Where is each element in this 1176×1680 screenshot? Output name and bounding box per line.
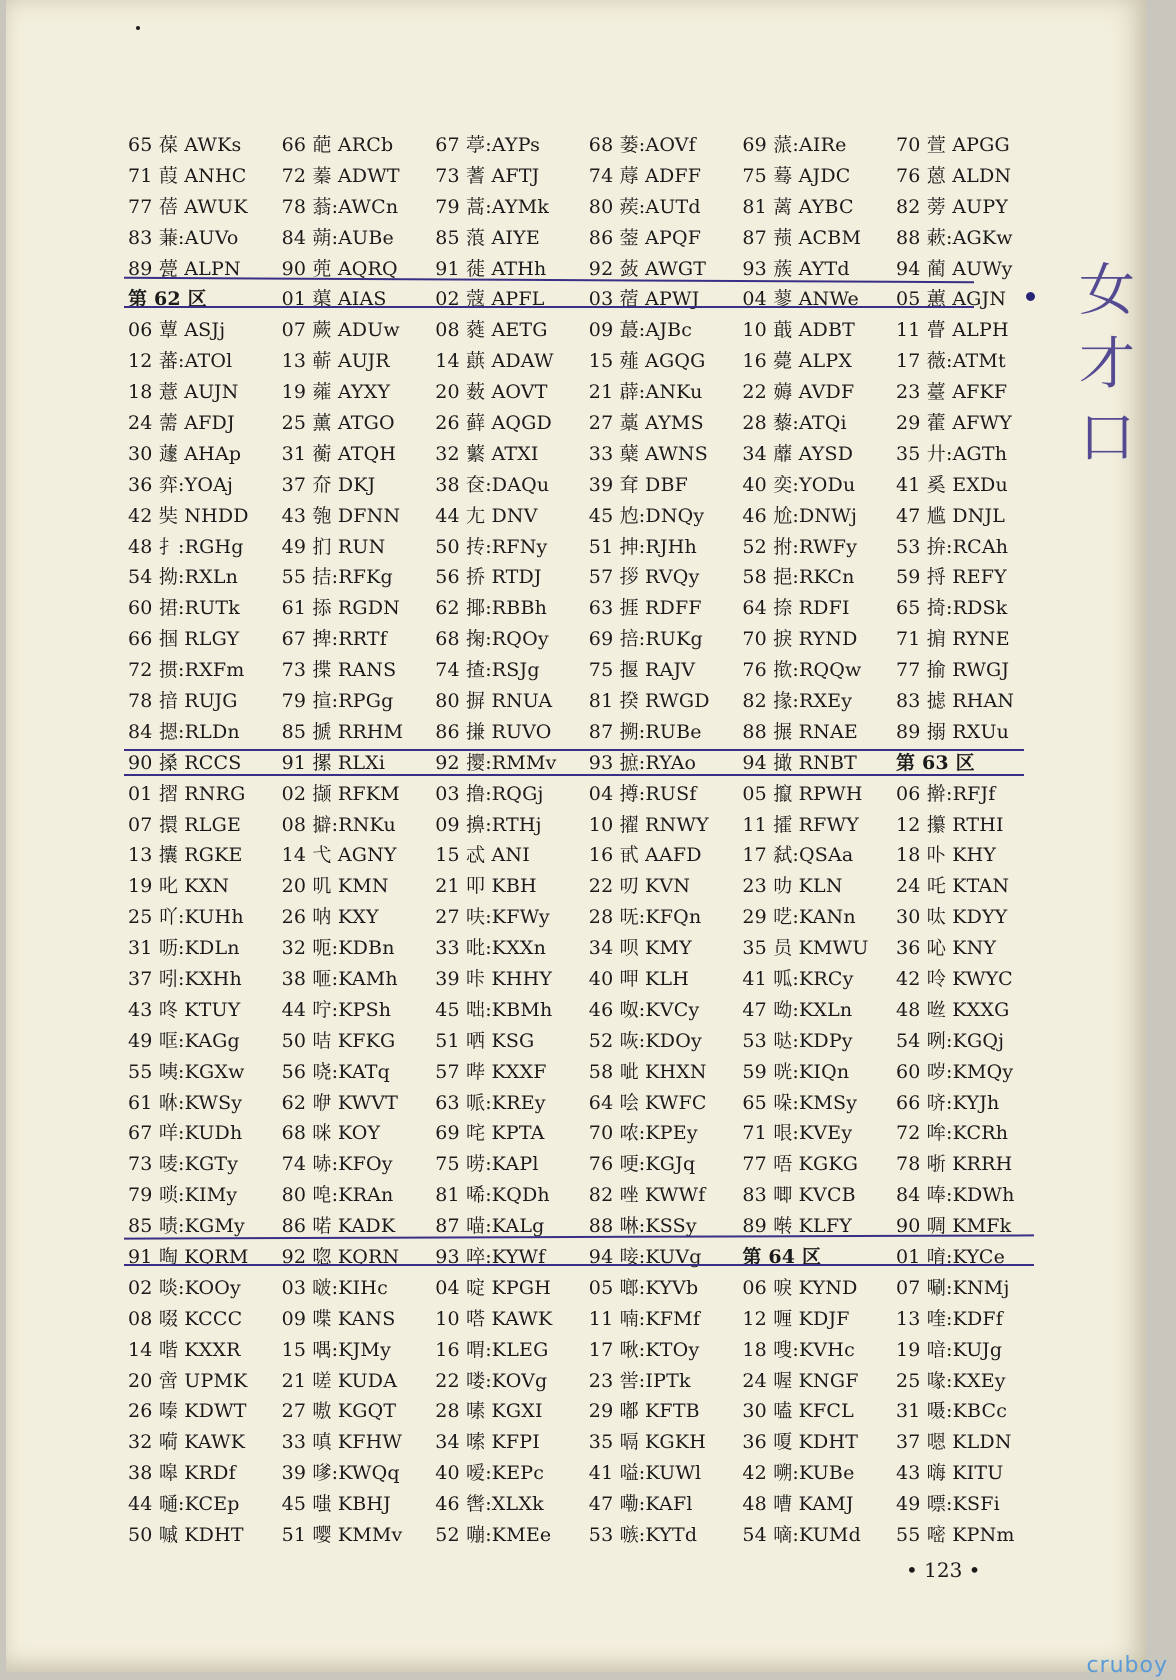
code-entry: 13 喹:KDFf xyxy=(895,1307,1004,1330)
code-entry: 36 吣 KNY xyxy=(895,937,997,960)
code-entry: 60 哕:KMQy xyxy=(895,1060,1014,1083)
code-entry: 08 擗:RNKu xyxy=(281,813,396,836)
code-entry: 41 奚 EXDu xyxy=(895,473,1008,496)
code-entry: 44 咛:KPSh xyxy=(281,998,392,1021)
code-entry: 94 唼:KUVg xyxy=(588,1246,702,1268)
code-entry: 69 掊:RUKg xyxy=(588,628,703,651)
code-entry: 25 薰 ATGO xyxy=(281,411,395,434)
code-entry: 90 啁 KMFk xyxy=(895,1215,1012,1238)
code-entry: 81 蓠 AYBC xyxy=(742,195,854,218)
code-entry: 27 嗷 KGQT xyxy=(281,1400,397,1423)
code-entry: 15 薤 AGQG xyxy=(588,350,706,373)
code-entry: 19 蕹 AYXY xyxy=(281,381,391,404)
code-entry: 08 蕤 AETG xyxy=(435,319,548,342)
page-number: • 123 • xyxy=(906,1558,981,1582)
code-entry: 84 唪:KDWh xyxy=(895,1184,1015,1207)
code-entry: 75 揠 RAJV xyxy=(588,659,696,682)
code-entry: 02 撷 RFKM xyxy=(281,782,400,805)
code-entry: 48 嘈 KAMJ xyxy=(742,1493,854,1516)
code-entry: 53 拚:RCAh xyxy=(895,535,1009,558)
code-entry: 21 薜:ANKu xyxy=(588,381,703,404)
code-entry: 80 蒺:AUTd xyxy=(588,195,701,218)
code-entry: 89 啭 KLFY xyxy=(742,1215,852,1238)
pen-rule xyxy=(124,774,1024,776)
code-entry: 77 蓓 AWUK xyxy=(128,195,248,218)
code-entry: 32 蘩 ATXI xyxy=(435,442,539,465)
code-entry: 13 攮 RGKE xyxy=(128,844,243,867)
code-entry: 75 蓦 AJDC xyxy=(742,164,851,187)
code-entry: 09 蕞:AJBc xyxy=(588,319,693,342)
code-entry: 78 蓊:AWCn xyxy=(281,195,399,218)
zone-heading: 第 63 区 xyxy=(895,751,975,774)
code-entry: 88 蔌:AGKw xyxy=(895,226,1013,249)
code-entry: 91 蓰 ATHh xyxy=(435,257,547,280)
handwritten-annotation: 女 才 口 xyxy=(1070,260,1135,464)
code-entry: 72 蓁 ADWT xyxy=(281,164,400,187)
code-entry: 81 揆 RWGD xyxy=(588,689,710,712)
code-entry: 61 掭 RGDN xyxy=(281,597,400,620)
code-entry: 44 尢 DNV xyxy=(435,504,538,527)
code-entry: 67 葶:AYPs xyxy=(435,133,541,156)
code-entry: 05 啷:KYVb xyxy=(588,1276,699,1299)
code-entry: 45 尥:DNQy xyxy=(588,504,705,527)
code-entry: 22 薅 AVDF xyxy=(742,381,855,404)
code-entry: 11 瞢 ALPH xyxy=(895,319,1009,342)
ink-dot xyxy=(136,26,140,30)
code-entry: 23 薹 AFKF xyxy=(895,381,1008,404)
code-entry: 71 哏:KVEy xyxy=(742,1122,853,1145)
code-entry: 36 嗄 KDHT xyxy=(742,1431,859,1454)
code-entry: 64 捺 RDFI xyxy=(742,597,850,620)
code-entry: 09 擤:RTHj xyxy=(435,813,542,836)
code-entry: 88 搌 RNAE xyxy=(742,720,858,743)
ink-dot xyxy=(1026,292,1035,301)
code-entry: 47 呦:KXLn xyxy=(742,998,853,1021)
code-entry: 49 嘌:KSFi xyxy=(895,1493,1000,1516)
code-entry: 35 廾:AGTh xyxy=(895,442,1008,465)
code-entry: 73 唛:KGTy xyxy=(128,1153,239,1176)
code-entry: 79 揎:RPGg xyxy=(281,689,394,712)
code-entry: 33 蘖 AWNS xyxy=(588,442,708,465)
code-entry: 15 喁:KJMy xyxy=(281,1338,392,1361)
pen-rule xyxy=(124,749,1024,751)
code-entry: 46 呶:KVCy xyxy=(588,998,700,1021)
code-entry: 55 咦:KGXw xyxy=(128,1060,245,1083)
code-entry: 65 葆 AWKs xyxy=(128,133,242,156)
code-entry: 27 呋:KFWy xyxy=(435,906,550,929)
code-entry: 91 啕 KQRM xyxy=(128,1246,249,1268)
code-entry: 90 搡 RCCS xyxy=(128,751,242,774)
code-entry: 40 奕:YODu xyxy=(742,473,856,496)
code-entry: 16 甙 AAFD xyxy=(588,844,702,867)
code-entry: 10 擢 RNWY xyxy=(588,813,709,836)
code-entry: 56 挢 RTDJ xyxy=(435,566,542,589)
code-entry: 25 吖:KUHh xyxy=(128,906,244,929)
code-entry: 57 拶 RVQy xyxy=(588,566,700,589)
code-entry: 31 嗫:KBCc xyxy=(895,1400,1008,1423)
code-entry: 69 咤 KPTA xyxy=(435,1122,545,1145)
code-entry: 38 奁:DAQu xyxy=(435,473,550,496)
code-entry: 17 弑:QSAa xyxy=(742,844,854,867)
code-entry: 89 搦 RXUu xyxy=(895,720,1010,743)
code-entry: 06 唳 KYND xyxy=(742,1276,858,1299)
code-entry: 49 扪 RUN xyxy=(281,535,386,558)
code-entry: 04 撙:RUSf xyxy=(588,782,697,805)
code-entry: 37 嗯 KLDN xyxy=(895,1431,1012,1454)
code-entry: 35 员 KMWU xyxy=(742,937,869,960)
code-entry: 72 哞:KCRh xyxy=(895,1122,1009,1145)
code-entry: 76 蒽 ALDN xyxy=(895,164,1012,187)
code-entry: 60 捃:RUTk xyxy=(128,597,240,620)
code-entry: 57 哔 KXXF xyxy=(435,1060,547,1083)
code-entry: 47 尴 DNJL xyxy=(895,504,1006,527)
code-entry: 36 弈:YOAj xyxy=(128,473,234,496)
code-entry: 34 呗 KMY xyxy=(588,937,692,960)
code-entry: 20 啻 UPMK xyxy=(128,1369,248,1392)
code-entry: 65 哚:KMSy xyxy=(742,1091,858,1114)
code-entry: 05 蕙 AGJN xyxy=(895,288,1007,311)
code-entry: 16 喟:KLEG xyxy=(435,1338,549,1361)
code-entry: 73 蓍 AFTJ xyxy=(435,164,540,187)
code-entry: 25 喙:KXEy xyxy=(895,1369,1006,1392)
code-entry: 68 掬:RQOy xyxy=(435,628,549,651)
code-entry: 92 蔹 AWGT xyxy=(588,257,707,280)
code-entry: 68 蒌:AOVf xyxy=(588,133,696,156)
code-entry: 06 擀:RFJf xyxy=(895,782,996,805)
code-entry: 83 蒹:AUVo xyxy=(128,226,239,249)
code-entry: 33 嗔 KFHW xyxy=(281,1431,403,1454)
code-entry: 18 嗖:KVHc xyxy=(742,1338,855,1361)
code-entry: 07 擐 RLGE xyxy=(128,813,242,836)
code-entry: 52 嘣:KMEe xyxy=(435,1524,552,1547)
code-entry: 31 呖:KDLn xyxy=(128,937,240,960)
code-entry: 79 唢:KIMy xyxy=(128,1184,238,1207)
code-entry: 82 蒡 AUPY xyxy=(895,195,1009,218)
zone-heading: 第 62 区 xyxy=(128,288,207,311)
code-entry: 62 咿 KWVT xyxy=(281,1091,399,1114)
code-entry: 34 蘼 AYSD xyxy=(742,442,854,465)
code-entry: 82 唑 KWWf xyxy=(588,1184,706,1207)
code-entry: 37 吲:KXHh xyxy=(128,967,242,990)
code-entry: 70 哝:KPEy xyxy=(588,1122,698,1145)
code-entry: 35 嗝 KGKH xyxy=(588,1431,706,1454)
code-entry: 04 啶 KPGH xyxy=(435,1276,551,1299)
code-entry: 89 甍 ALPN xyxy=(128,257,241,280)
code-entry: 77 唔 KGKG xyxy=(742,1153,859,1176)
code-entry: 01 唷:KYCe xyxy=(895,1246,1006,1268)
code-entry: 67 咩:KUDh xyxy=(128,1122,243,1145)
code-entry: 86 蓥 APQF xyxy=(588,226,702,249)
code-entry: 51 抻:RJHh xyxy=(588,535,697,558)
code-entry: 39 咔 KHHY xyxy=(435,967,553,990)
code-entry: 75 唠:KAPl xyxy=(435,1153,539,1176)
code-entry: 58 呲 KHXN xyxy=(588,1060,707,1083)
code-entry: 29 藿 AFWY xyxy=(895,411,1013,434)
code-entry: 23 喾:IPTk xyxy=(588,1369,691,1392)
code-entry: 84 蒴:AUBe xyxy=(281,226,394,249)
code-entry: 63 哌:KREy xyxy=(435,1091,546,1114)
code-entry: 24 喔 KNGF xyxy=(742,1369,859,1392)
code-entry: 58 挹:RKCn xyxy=(742,566,855,589)
code-entry: 18 卟 KHY xyxy=(895,844,997,867)
code-entry: 78 揞 RUJG xyxy=(128,689,238,712)
code-entry: 12 攥 RTHI xyxy=(895,813,1004,836)
code-entry: 45 嗤 KBHJ xyxy=(281,1493,391,1516)
code-entry: 07 蕨 ADUw xyxy=(281,319,400,342)
code-entry: 33 吡:KXXn xyxy=(435,937,547,960)
pen-rule xyxy=(124,306,974,308)
code-entry: 93 蔟 AYTd xyxy=(742,257,850,280)
code-entry: 40 呷 KLH xyxy=(588,967,690,990)
code-entry: 14 弋 AGNY xyxy=(281,844,397,867)
code-entry: 31 蘅 ATQH xyxy=(281,442,397,465)
code-entry: 85 啧:KGMy xyxy=(128,1215,245,1238)
code-entry: 59 咣:KIQn xyxy=(742,1060,850,1083)
pen-rule xyxy=(124,1264,1034,1266)
code-entry: 54 嘀:KUMd xyxy=(742,1524,861,1547)
code-entry: 11 喃:KFMf xyxy=(588,1307,701,1330)
code-entry: 54 咧:KGQj xyxy=(895,1029,1005,1052)
code-entry: 43 咚 KTUY xyxy=(128,998,241,1021)
code-entry: 21 嗟 KUDA xyxy=(281,1369,398,1392)
code-entry: 51 嘤 KMMv xyxy=(281,1524,403,1547)
code-entry: 85 搋 RRHM xyxy=(281,720,404,743)
code-entry: 42 嗍:KUBe xyxy=(742,1462,855,1485)
code-entry: 70 萱 APGG xyxy=(895,133,1010,156)
code-entry: 11 攉 RFWY xyxy=(742,813,859,836)
code-entry: 86 喏 KADK xyxy=(281,1215,396,1238)
code-entry: 46 辔:XLXk xyxy=(435,1493,544,1516)
code-entry: 19 喑:KUJg xyxy=(895,1338,1003,1361)
code-entry: 42 呤 KWYC xyxy=(895,967,1013,990)
code-entry: 64 哙 KWFC xyxy=(588,1091,707,1114)
code-entry: 20 叽 KMN xyxy=(281,875,389,898)
code-entry: 84 摁:RLDn xyxy=(128,720,240,743)
code-entry: 32 呃:KDBn xyxy=(281,937,395,960)
code-entry: 87 搠:RUBe xyxy=(588,720,702,743)
code-entry: 88 啉:KSSy xyxy=(588,1215,697,1238)
code-entry: 70 捩 RYND xyxy=(742,628,858,651)
code-entry: 16 薨 ALPX xyxy=(742,350,853,373)
code-entry: 67 捭:RRTf xyxy=(281,628,387,651)
code-entry: 90 蔸 AQRQ xyxy=(281,257,398,280)
code-entry: 46 尬:DNWj xyxy=(742,504,858,527)
code-entry: 56 哓:KATq xyxy=(281,1060,390,1083)
code-entry: 08 啜 KCCC xyxy=(128,1307,243,1330)
code-entry: 22 喽:KOVg xyxy=(435,1369,548,1392)
code-entry: 26 嗪 KDWT xyxy=(128,1400,247,1423)
code-entry: 14 蕻 ADAW xyxy=(435,350,554,373)
code-entry: 19 叱 KXN xyxy=(128,875,230,898)
code-entry: 38 咂:KAMh xyxy=(281,967,398,990)
code-entry: 91 摞 RLXi xyxy=(281,751,386,774)
code-entry: 39 嗲:KWQq xyxy=(281,1462,400,1485)
code-entry: 02 啖:KOOy xyxy=(128,1276,241,1299)
code-entry: 62 揶:RBBh xyxy=(435,597,548,620)
code-entry: 40 嗳:KEPc xyxy=(435,1462,545,1485)
code-entry: 06 蕈 ASJj xyxy=(128,319,226,342)
code-entry: 37 夼 DKJ xyxy=(281,473,376,496)
code-entry: 55 拮:RFKg xyxy=(281,566,393,589)
code-entry: 66 掴 RLGY xyxy=(128,628,240,651)
code-entry: 83 唧 KVCB xyxy=(742,1184,856,1207)
code-entry: 03 啵:KIHc xyxy=(281,1276,388,1299)
code-entry: 65 掎:RDSk xyxy=(895,597,1008,620)
code-entry: 17 啾:KTOy xyxy=(588,1338,700,1361)
code-entry: 94 撖 RNBT xyxy=(742,751,857,774)
code-entry: 71 掮 RYNE xyxy=(895,628,1010,651)
code-entry: 48 扌:RGHg xyxy=(128,535,244,558)
code-entry: 20 薮 AOVT xyxy=(435,381,548,404)
code-entry: 29 呓:KANn xyxy=(742,906,856,929)
code-entry: 30 蘧 AHAp xyxy=(128,442,242,465)
code-entry: 07 唰:KNMj xyxy=(895,1276,1010,1299)
code-entry: 80 唣:KRAn xyxy=(281,1184,394,1207)
code-entry: 24 薷 AFDJ xyxy=(128,411,235,434)
code-entry: 22 叨 KVN xyxy=(588,875,691,898)
code-entry: 52 咴:KDOy xyxy=(588,1029,702,1052)
code-entry: 50 咭 KFKG xyxy=(281,1029,396,1052)
code-entry: 12 喱 KDJF xyxy=(742,1307,850,1330)
code-entry: 10 嗒 KAWK xyxy=(435,1307,553,1330)
code-entry: 45 咄:KBMh xyxy=(435,998,553,1021)
code-entry: 53 哒:KDPy xyxy=(742,1029,853,1052)
code-entry: 41 呱:KRCy xyxy=(742,967,854,990)
code-entry: 21 叩 KBH xyxy=(435,875,537,898)
code-entry: 92 唿 KQRN xyxy=(281,1246,400,1268)
code-entry: 74 哧:KFOy xyxy=(281,1153,393,1176)
code-entry: 05 攛 RPWH xyxy=(742,782,863,805)
code-entry: 76 哽:KGJq xyxy=(588,1153,696,1176)
code-entry: 14 喈 KXXR xyxy=(128,1338,241,1361)
code-entry: 52 拊:RWFy xyxy=(742,535,858,558)
code-entry: 74 揸:RSJg xyxy=(435,659,540,682)
code-entry: 18 薏 AUJN xyxy=(128,381,239,404)
code-entry: 78 哳 KRRH xyxy=(895,1153,1013,1176)
code-table xyxy=(128,128,1050,1549)
code-entry: 73 揲 RANS xyxy=(281,659,397,682)
code-entry: 42 奘 NHDD xyxy=(128,504,249,527)
code-entry: 80 摒 RNUA xyxy=(435,689,553,712)
code-entry: 66 葩 ARCb xyxy=(281,133,394,156)
code-entry: 86 搛 RUVO xyxy=(435,720,552,743)
code-entry: 28 嗉 KGXI xyxy=(435,1400,543,1423)
code-entry: 15 忒 ANI xyxy=(435,844,530,867)
code-entry: 03 撸:RQGj xyxy=(435,782,544,805)
code-entry: 72 掼:RXFm xyxy=(128,659,245,682)
code-entry: 93 啐:KYWf xyxy=(435,1246,546,1268)
code-entry: 77 揄 RWGJ xyxy=(895,659,1010,682)
code-entry: 17 薇:ATMt xyxy=(895,350,1006,373)
code-entry: 13 蕲 AUJR xyxy=(281,350,390,373)
code-entry: 47 嘞:KAFl xyxy=(588,1493,693,1516)
code-entry: 50 嘁 KDHT xyxy=(128,1524,244,1547)
code-entry: 82 掾:RXEy xyxy=(742,689,853,712)
code-entry: 43 嗨 KITU xyxy=(895,1462,1004,1485)
code-entry: 48 咝 KXXG xyxy=(895,998,1010,1021)
code-entry: 74 蓐 ADFF xyxy=(588,164,702,187)
code-entry: 38 嗥 KRDf xyxy=(128,1462,236,1485)
code-entry: 49 哐:KAGg xyxy=(128,1029,240,1052)
code-entry: 04 蓼 ANWe xyxy=(742,288,860,311)
code-entry: 81 唏:KQDh xyxy=(435,1184,550,1207)
code-entry: 09 喋 KANS xyxy=(281,1307,396,1330)
code-entry: 24 吒 KTAN xyxy=(895,875,1010,898)
code-entry: 43 匏 DFNN xyxy=(281,504,401,527)
code-entry: 41 嗌:KUWl xyxy=(588,1462,702,1485)
code-entry: 01 蕖 AIAS xyxy=(281,288,387,311)
code-entry: 26 藓 AQGD xyxy=(435,411,552,434)
code-entry: 50 抟:RFNy xyxy=(435,535,548,558)
code-entry: 29 嘟 KFTB xyxy=(588,1400,700,1423)
code-entry: 30 呔 KDYY xyxy=(895,906,1008,929)
code-entry: 51 哂 KSG xyxy=(435,1029,535,1052)
code-entry: 61 咻:KWSy xyxy=(128,1091,243,1114)
code-entry: 12 蕃:ATOl xyxy=(128,350,233,373)
code-entry: 02 蔻 APFL xyxy=(435,288,545,311)
code-entry: 27 藁 AYMS xyxy=(588,411,704,434)
code-entry: 53 嗾:KYTd xyxy=(588,1524,698,1547)
code-entry: 54 拗:RXLn xyxy=(128,566,239,589)
code-entry: 94 蔺 AUWy xyxy=(895,257,1013,280)
watermark: cruboy xyxy=(1086,1653,1168,1678)
code-entry: 10 蕺 ADBT xyxy=(742,319,856,342)
code-entry: 87 喵:KALg xyxy=(435,1215,545,1238)
code-entry: 79 蒿:AYMk xyxy=(435,195,550,218)
code-entry: 32 嗬 KAWK xyxy=(128,1431,246,1454)
code-entry: 66 哜:KYJh xyxy=(895,1091,1000,1114)
code-entry: 93 摭:RYAo xyxy=(588,751,697,774)
code-entry: 83 摅 RHAN xyxy=(895,689,1015,712)
document-page xyxy=(6,0,1146,1672)
code-entry: 39 耷 DBF xyxy=(588,473,689,496)
code-entry: 01 摺 RNRG xyxy=(128,782,246,805)
code-entry: 59 捋 REFY xyxy=(895,566,1007,589)
code-entry: 28 呒:KFQn xyxy=(588,906,702,929)
code-entry: 85 蒗 AIYE xyxy=(435,226,540,249)
code-entry: 30 嗑 KFCL xyxy=(742,1400,854,1423)
code-entry: 23 叻 KLN xyxy=(742,875,843,898)
code-entry: 03 蓿 APWJ xyxy=(588,288,700,311)
code-entry: 87 蓣 ACBM xyxy=(742,226,862,249)
code-entry: 63 捱 RDFF xyxy=(588,597,702,620)
code-entry: 68 咪 KOY xyxy=(281,1122,381,1145)
code-entry: 34 嗦 KFPI xyxy=(435,1431,540,1454)
zone-heading: 第 64 区 xyxy=(742,1246,822,1268)
code-entry: 28 藜:ATQi xyxy=(742,411,847,434)
code-entry: 92 撄:RMMv xyxy=(435,751,557,774)
code-entry: 71 葭 ANHC xyxy=(128,164,247,187)
code-entry: 69 蒎:AIRe xyxy=(742,133,847,156)
code-entry: 55 嘧 KPNm xyxy=(895,1524,1015,1547)
code-entry: 26 呐 KXY xyxy=(281,906,379,929)
code-entry: 44 嗵:KCEp xyxy=(128,1493,240,1516)
code-entry: 76 揿:RQQw xyxy=(742,659,862,682)
